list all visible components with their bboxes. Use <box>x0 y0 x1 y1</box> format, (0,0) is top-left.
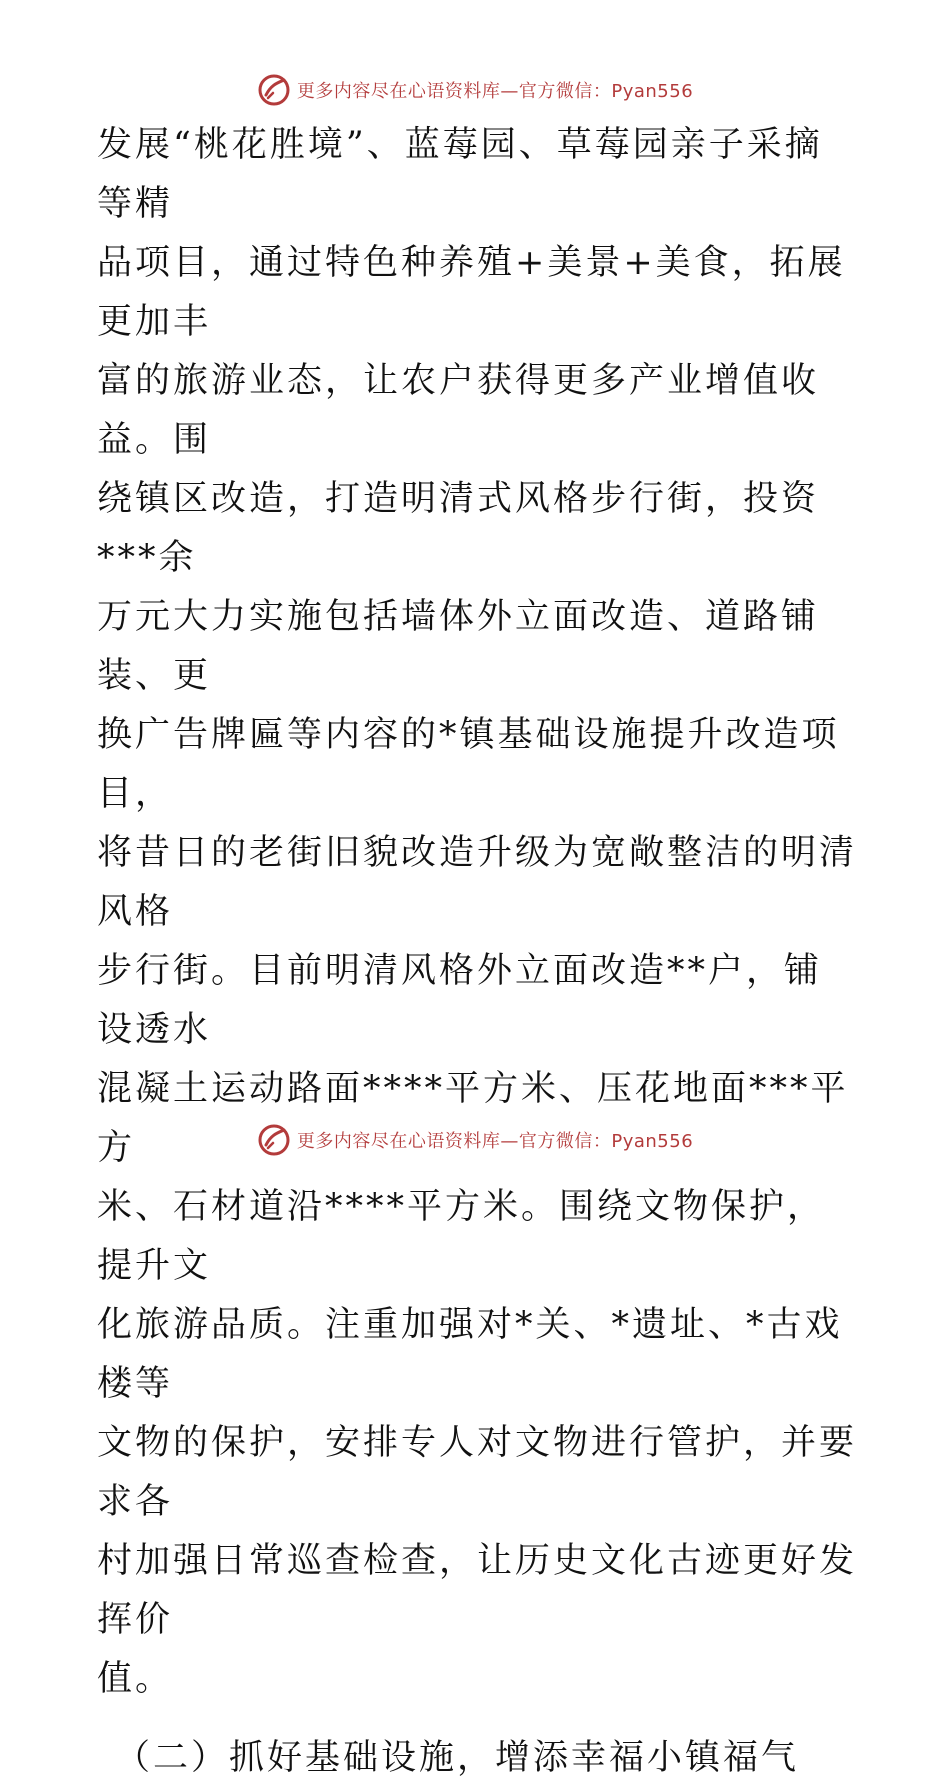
footer-watermark <box>0 1120 950 1160</box>
watermark-text: 更多内容尽在心语资料库—官方微信：Pyan556 <box>296 1131 694 1152</box>
body-paragraph: 发展“桃花胜境”、蓝莓园、草莓园亲子采摘等精 品项目，通过特色种养殖+美景+美食，拓展更加丰 富的旅游业态，让农户获得更多产业增值收益。围 绕镇区改造，打造明清式风格步行街，投资***余 万元大力实施包括墙体外立面改造、道路铺装、更 换广告牌匾等内容的*镇基础设施提升改造项目， 将昔日的老街旧貌改造升级为宽敞整洁的明清风格 步行街。目前明清风格外立面改造**户，铺设透水 混凝土运动路面****平方米、压花地面***平方 米、石材道沿****平方米。围绕文物保护，提升文 化旅游品质。注重加强对*关、*遗址、*古戏楼等 文物的保护，安排专人对文物进行管护，并要求各 村加强日常巡查检查，让历史文化古迹更好发挥价 值。 <box>97 125 858 1699</box>
watermark-text: 更多内容尽在心语资料库—官方微信：Pyan556 <box>296 81 694 102</box>
brush-seal-icon <box>257 73 291 107</box>
section-heading: （二）抓好基础设施，增添幸福小镇福气 <box>115 1738 800 1778</box>
document-body <box>97 116 857 1788</box>
brush-seal-icon <box>257 1123 291 1157</box>
header-watermark <box>0 70 950 110</box>
